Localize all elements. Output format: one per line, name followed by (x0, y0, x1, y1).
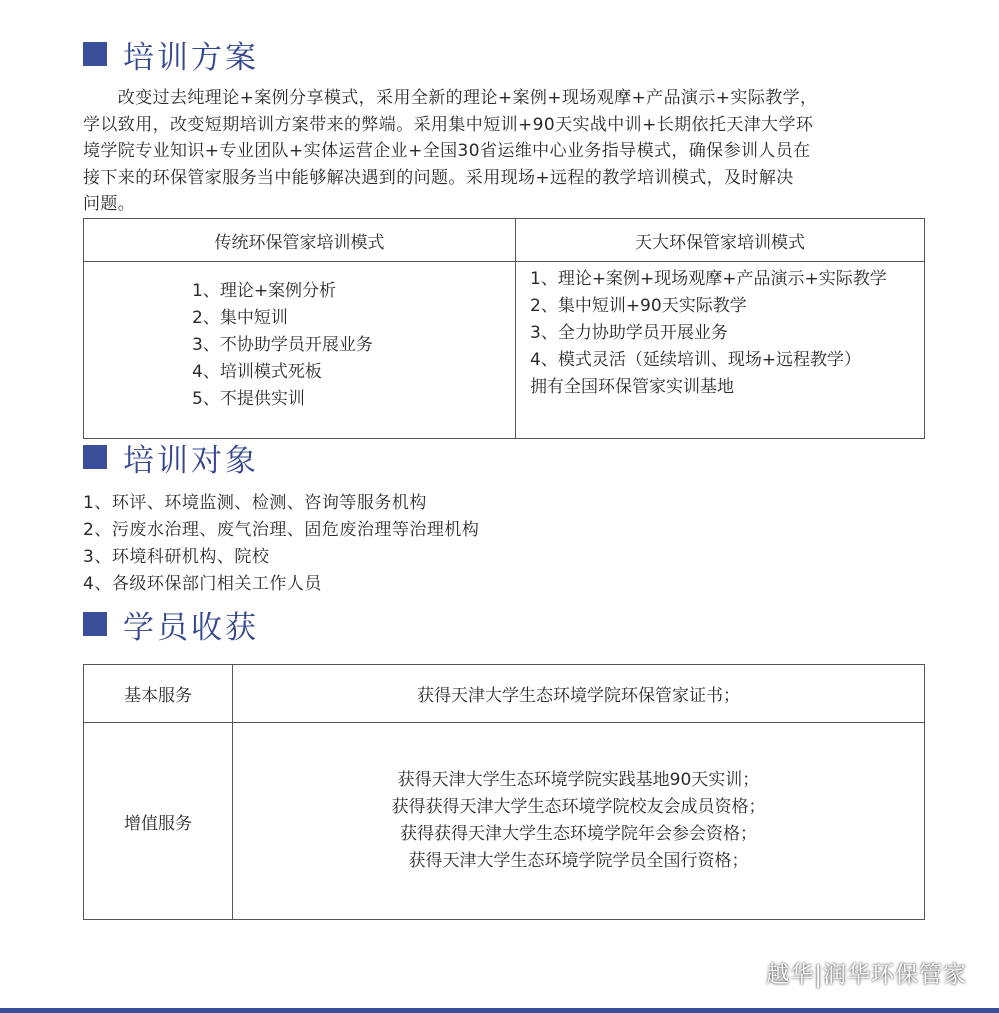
list-item: 获得获得天津大学生态环境学院年会参会资格； (400, 824, 757, 844)
section-heading-training-plan (83, 34, 259, 74)
paragraph-line: 改变过去纯理论+案例分享模式，采用全新的理论+案例+现场观摩+产品演示+实际教学， (83, 88, 818, 108)
section-title: 培训对象 (123, 442, 259, 479)
section-title: 学员收获 (123, 609, 259, 646)
wechat-icon (728, 957, 766, 989)
basic-service-label: 基本服务 (84, 665, 233, 723)
paragraph-line: 学以致用，改变短期培训方案带来的弊端。采用集中短训+90天实战中训+长期依托天津大学环 (83, 114, 814, 135)
traditional-items-cell (84, 262, 516, 439)
header-traditional: 传统环保管家培训模式 (84, 219, 516, 262)
list-item: 1、环评、环境监测、检测、咨询等服务机构 (83, 493, 427, 513)
heading-square-marker (83, 612, 107, 636)
list-item: 获得天津大学生态环境学院学员全国行资格； (408, 851, 749, 871)
training-plan-paragraph (83, 85, 923, 218)
section-heading-training-targets (83, 437, 259, 477)
section-title: 培训方案 (123, 39, 259, 76)
watermark-text: 越华|润华环保管家 (766, 962, 967, 988)
table-row (84, 665, 925, 723)
list-item: 拥有全国环保管家实训基地 (530, 377, 734, 397)
list-item: 1、理论+案例+现场观摩+产品演示+实际教学 (530, 269, 887, 289)
list-item: 2、集中短训+90天实际教学 (530, 296, 747, 316)
heading-square-marker (83, 445, 107, 469)
section-heading-student-gains (83, 604, 259, 644)
value-added-service-values (233, 723, 925, 920)
gains-table (83, 664, 925, 920)
list-item: 获得获得天津大学生态环境学院校友会成员资格； (391, 797, 766, 817)
bottom-accent-bar (0, 1008, 999, 1013)
header-tianda: 天大环保管家培训模式 (516, 219, 925, 262)
comparison-table (83, 218, 925, 439)
watermark (728, 956, 967, 989)
table-row (84, 262, 925, 439)
table-header-row (84, 219, 925, 262)
list-item: 5、不提供实训 (192, 389, 305, 409)
basic-service-value: 获得天津大学生态环境学院环保管家证书； (233, 665, 925, 723)
list-item: 3、不协助学员开展业务 (192, 335, 373, 355)
list-item: 获得天津大学生态环境学院实践基地90天实训； (397, 770, 760, 790)
value-added-service-label: 增值服务 (84, 723, 233, 920)
list-item: 2、集中短训 (192, 308, 288, 328)
list-item: 4、各级环保部门相关工作人员 (83, 574, 322, 594)
paragraph-line: 境学院专业知识+专业团队+实体运营企业+全国30省运维中心业务指导模式，确保参训人员在 (83, 141, 811, 161)
list-item: 3、全力协助学员开展业务 (530, 323, 728, 343)
table-row (84, 723, 925, 920)
tianda-items-cell (516, 262, 925, 439)
list-item: 3、环境科研机构、院校 (83, 547, 270, 567)
list-item: 1、理论+案例分析 (192, 281, 337, 301)
training-targets-list (83, 490, 479, 598)
list-item: 4、模式灵活（延续培训、现场+远程教学） (530, 350, 862, 370)
heading-square-marker (83, 42, 107, 66)
list-item: 4、培训模式死板 (192, 362, 322, 382)
list-item: 2、污废水治理、废气治理、固危废治理等治理机构 (83, 520, 480, 540)
paragraph-line: 问题。 (83, 194, 136, 214)
paragraph-line: 接下来的环保管家服务当中能够解决遇到的问题。采用现场+远程的教学培训模式，及时解决 (83, 167, 794, 188)
